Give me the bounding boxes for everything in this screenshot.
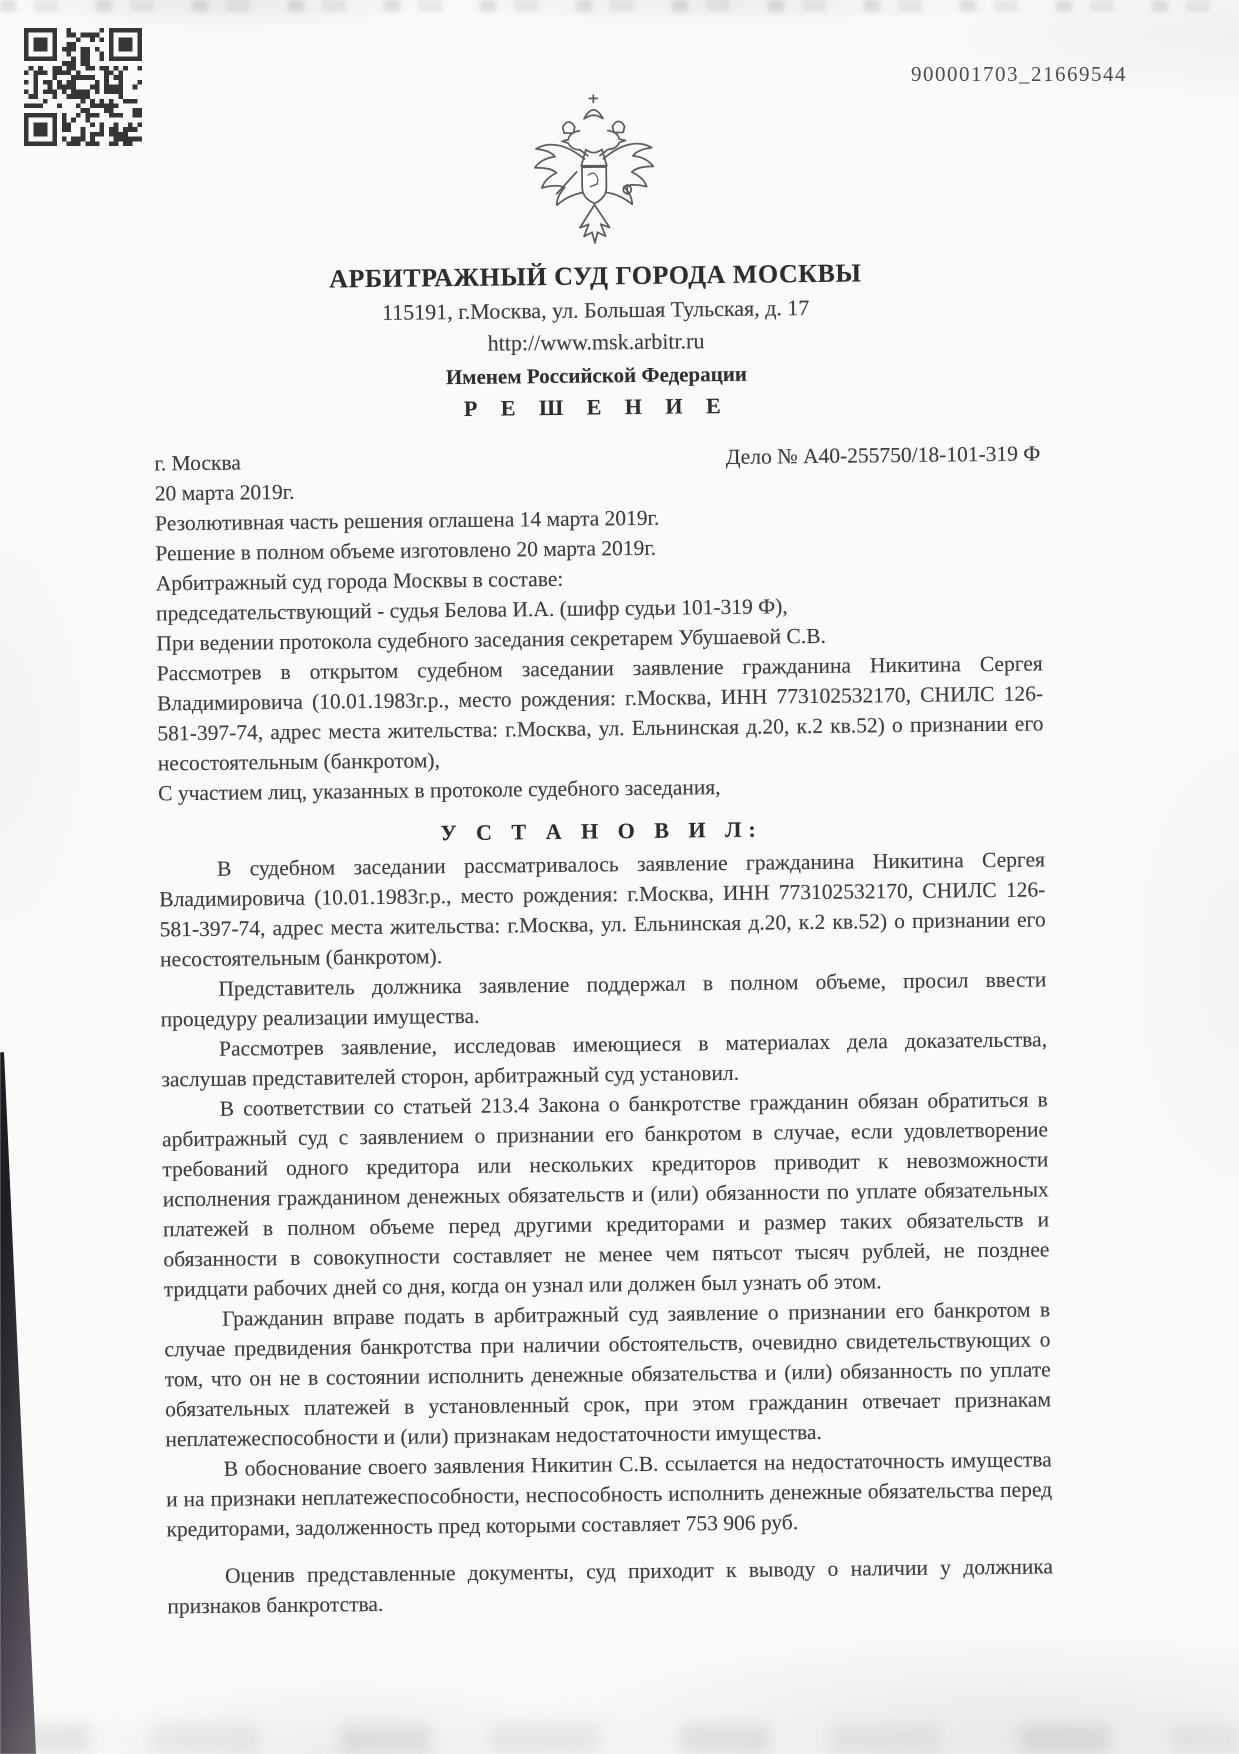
ruling-paragraph: В соответствии со статьей 213.4 Закона о банкротстве гражданин обязан обратиться в арбитражный суд с заявлением о признании его банкротом в случае, если удовлетворение требований одного кредитора или нескольких кредиторов приводит к невозможности исполнения гражданином денежных обязательств и (или) обязанности по уплате обязательных платежей в полном объеме перед другими кредиторами и размер таких обязательств и обязанности в совокупности составляет не менее чем пятьсот тысяч рублей, не позднее тридцати рабочих дней со дня, когда он узнал или должен был узнать об этом. [161,1087,1050,1302]
preamble-reviewed-paragraph: Рассмотрев в открытом судебном заседании заявление гражданина Никитина Сергея Владимировича (10.01.1983г.р., место рождения: г.Москва, ИНН 773102532170, СНИЛС 126-581-397-74, адрес места жительства: г.Москва, ул. Ельнинская д.20, к.2 кв.52) о признании его несостоятельным (банкротом), [156,651,1044,776]
court-url: http://www.msk.arbitr.ru [487,328,705,356]
qr-code-icon [24,28,142,146]
preamble-line: Арбитражный суд города Москвы в составе: [155,566,564,596]
in-the-name-line: Именем Российской Федерации [445,361,748,390]
city-label: г. Москва [154,450,241,476]
court-address: 115191, г.Москва, ул. Большая Тульская, д. 17 [381,295,810,325]
preamble-line: При ведении протокола судебного заседания секретарем Убушаевой С.В. [156,623,827,656]
ruling-paragraph: В судебном заседании рассматривалось заявление гражданина Никитина Сергея Владимировича (10.01.1983г.р., место рождения: г.Москва, ИНН 773102532170, СНИЛС 126-581-397-74, адрес места жительства: г.Москва, ул. Ельнинская д.20, к.2 кв.52) о признании его несостоятельным (банкротом). [159,847,1046,972]
court-name: АРБИТРАЖНЫЙ СУД ГОРОДА МОСКВЫ [329,258,862,294]
preamble-line: председательствующий - судья Белова И.А. (шифр судьи 101-319 Ф), [155,594,788,626]
document-type-title: Р Е Ш Е Н И Е [463,392,730,421]
preamble-participants-line: С участием лиц, указанных в протоколе судебного заседания, [158,775,721,806]
preamble-line: Решение в полном объеме изготовлено 20 марта 2019г. [155,535,657,566]
ruling-heading: У С Т А Н О В И Л: [440,816,763,846]
ruling-paragraph: Рассмотрев заявление, исследовав имеющиеся в материалах дела доказательства, заслушав представителей сторон, арбитражный суд установил. [161,1027,1048,1092]
document-body [150,86,1053,1621]
scan-left-edge-shadow [0,1052,38,1754]
ruling-paragraph: Оценив представленные документы, суд приходит к выводу о наличии у должника признаков банкротства. [167,1554,1054,1619]
ruling-paragraph: В обоснование своего заявления Никитин С.В. ссылается на недостаточность имущества и на признаки неплатежеспособности, неспособность исполнить денежные обязательства перед кредиторами, задолженность пред которыми составляет 753 906 руб. [166,1447,1053,1542]
decision-date: 20 марта 2019г. [154,479,295,506]
ruling-paragraph: Гражданин вправе подать в арбитражный суд заявление о признании его банкротом в случае предвидения банкротства при наличии обстоятельств, очевидно свидетельствующих о том, что он не в состоянии исполнить денежные обязательства и (или) обязанность по уплате обязательных платежей в установленный срок, при этом гражданин отвечает признакам неплатежеспособности и (или) признакам недостаточности имущества. [164,1297,1052,1452]
russia-coat-of-arms-icon [519,91,669,255]
preamble-line: Резолютивная часть решения оглашена 14 марта 2019г. [154,505,660,536]
document-id: 900001703_21669544 [911,62,1127,86]
case-number: Дело № А40-255750/18-101-319 Ф [725,441,1041,469]
scan-bottom-edge-artifact [0,1724,1239,1754]
scan-top-edge-artifact [0,0,1239,12]
ruling-paragraph: Представитель должника заявление поддержал в полном объеме, просил ввести процедуру реализации имущества. [160,967,1047,1032]
